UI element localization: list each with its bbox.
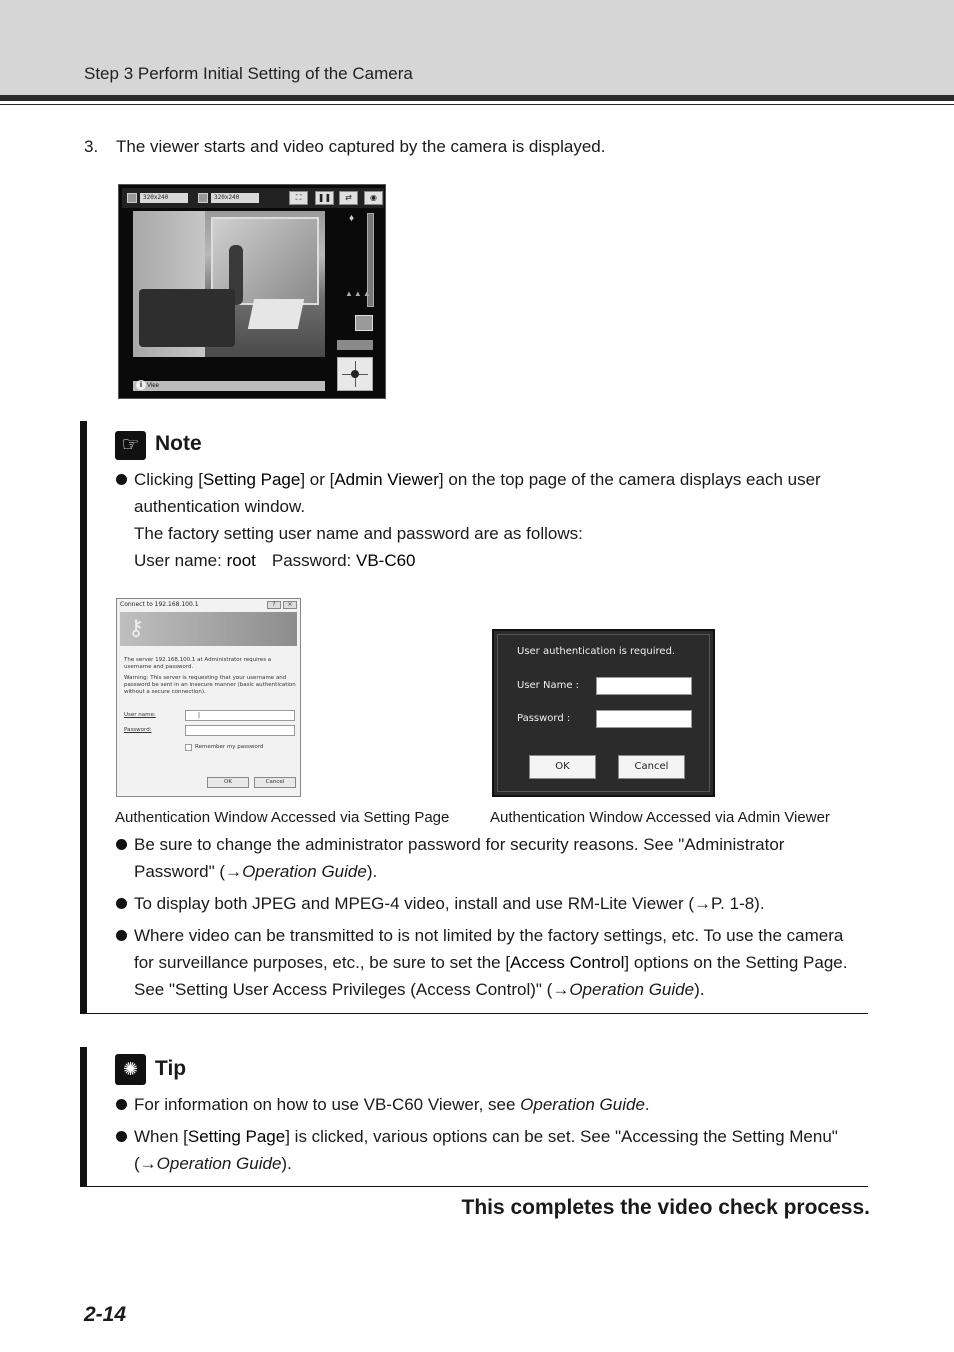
note-bullet-4 — [116, 922, 866, 1003]
auth1-user-field[interactable]: | — [185, 710, 295, 721]
operation-guide-ref: Operation Guide — [156, 1154, 282, 1173]
note-bullet-1 — [116, 466, 866, 520]
viewer-toolbar — [122, 188, 384, 208]
tip-side-bar — [80, 1047, 87, 1186]
bullet-dot-icon — [116, 839, 127, 850]
auth1-banner — [120, 612, 297, 646]
snapshot-icon[interactable] — [355, 315, 373, 331]
auth2-password-field[interactable] — [596, 710, 692, 728]
password-label: Password: — [271, 551, 356, 570]
lightbulb-icon: ✺ — [115, 1054, 146, 1085]
text: ] is clicked, various options can be set. See "Accessing the Setting Menu" ( — [134, 1127, 838, 1173]
credentials-line — [134, 547, 416, 574]
user-label: User name: — [134, 551, 227, 570]
note-bottom-rule — [80, 1013, 868, 1014]
text: ). — [694, 980, 705, 999]
auth2-password-label: Password : — [517, 713, 571, 724]
access-control-term: Access Control — [510, 953, 625, 972]
step-line — [84, 137, 605, 157]
video-sofa — [139, 289, 235, 347]
operation-guide-ref: Operation Guide — [242, 862, 367, 881]
size-select-b[interactable]: 320x240 — [211, 193, 259, 203]
note-bullet-2 — [116, 831, 866, 885]
text: ] options on the Setting Page. See "Setting User Access Privileges (Access Control)" ( — [134, 953, 848, 999]
admin-viewer-term: Admin Viewer — [334, 470, 439, 489]
viewer-status-bar: Viee — [133, 381, 325, 391]
password-value: VB-C60 — [355, 551, 416, 570]
text: To display both JPEG and MPEG-4 video, install and use RM-Lite Viewer ( — [134, 894, 695, 913]
quality-icon — [198, 193, 208, 203]
auth-window-admin-viewer — [492, 629, 715, 797]
pan-tilt-pad[interactable] — [337, 357, 373, 391]
auth2-user-field[interactable] — [596, 677, 692, 695]
header-rule-thick — [0, 95, 954, 101]
text: ). — [281, 1154, 292, 1173]
viewer-screenshot — [118, 184, 386, 399]
conclusion-heading: This completes the video check process. — [461, 1196, 870, 1219]
video-frame — [133, 211, 325, 357]
caption-setting-page: Authentication Window Accessed via Setting Page — [115, 809, 450, 826]
text: Where video can be transmitted to is not limited by the factory settings, etc. To use the camera for surveillance purposes, etc., be sure to set the [ — [134, 926, 844, 972]
keys-icon: ⚷ — [128, 616, 145, 641]
text: When [ — [134, 1127, 188, 1146]
remember-label: Remember my password — [195, 744, 264, 750]
preset-bar[interactable] — [337, 340, 373, 350]
auth2-ok-button[interactable]: OK — [529, 755, 596, 779]
tip-title: Tip — [155, 1057, 187, 1080]
tip-bullet-2 — [116, 1123, 866, 1177]
zoom-scale-icon: ▲▲▲ — [345, 289, 372, 298]
text: Clicking [ — [134, 470, 203, 489]
factory-setting-line: The factory setting user name and password are as follows: — [134, 524, 583, 543]
arrow-icon: → — [225, 862, 243, 881]
setting-page-term: Setting Page — [187, 1127, 286, 1146]
auth1-cancel-button[interactable]: Cancel — [254, 777, 296, 788]
help-icon[interactable]: ? — [267, 601, 281, 609]
zoom-icon: ♦ — [349, 213, 355, 224]
auth2-user-label: User Name : — [517, 680, 580, 691]
bullet-dot-icon — [116, 898, 127, 909]
auth1-password-label: Password: — [124, 727, 152, 733]
setting-page-term: Setting Page — [202, 470, 301, 489]
bullet-dot-icon — [116, 930, 127, 941]
text: Be sure to change the administrator password for security reasons. See "Administrator Password" ( — [134, 835, 785, 881]
arrow-icon: → — [139, 1154, 157, 1173]
bullet-dot-icon — [116, 1131, 127, 1142]
pause-icon[interactable]: ❚❚ — [315, 191, 334, 205]
close-icon[interactable]: × — [283, 601, 297, 609]
tip-bullet-1 — [116, 1091, 866, 1118]
swap-icon[interactable]: ⇄ — [339, 191, 358, 205]
auth-window-setting-page — [116, 598, 301, 797]
bullet-dot-icon — [116, 1099, 127, 1110]
auth1-ok-button[interactable]: OK — [207, 777, 249, 788]
auth1-title: Connect to 192.168.100.1 — [120, 601, 199, 608]
step-text: The viewer starts and video captured by the camera is displayed. — [116, 137, 606, 156]
auth1-server-text: The server 192.168.100.1 at Administrator requires a username and password. — [124, 657, 272, 670]
text: . — [644, 1095, 650, 1114]
user-value: root — [226, 551, 256, 570]
size-icon — [127, 193, 137, 203]
note-title: Note — [155, 432, 202, 455]
text: P. 1-8). — [711, 894, 765, 913]
text: For information on how to use VB-C60 Viewer, see — [134, 1095, 521, 1114]
video-table — [248, 299, 304, 329]
auth2-cancel-button[interactable]: Cancel — [618, 755, 685, 779]
auth1-password-field[interactable] — [185, 725, 295, 736]
tip-bottom-rule — [80, 1186, 868, 1187]
auth1-user-label: User name: — [124, 712, 156, 718]
caption-admin-viewer: Authentication Window Accessed via Admin Viewer — [490, 809, 830, 826]
operation-guide-ref: Operation Guide — [520, 1095, 645, 1114]
text: ] or [ — [300, 470, 335, 489]
note-bullet-3 — [116, 890, 866, 917]
remember-checkbox[interactable] — [185, 744, 192, 751]
text: ] on the top page of the camera displays each user authentication window. — [134, 470, 821, 516]
info-icon[interactable]: i — [136, 380, 146, 390]
fullscreen-icon[interactable]: ⛶ — [289, 191, 308, 205]
camera-control-icon[interactable]: ◉ — [364, 191, 383, 205]
step-number: 3. — [84, 137, 99, 156]
pad-center-dot — [351, 370, 359, 378]
header-rule-thin — [0, 104, 954, 105]
hand-pointing-icon: ☞ — [115, 431, 146, 460]
page-header-title: Step 3 Perform Initial Setting of the Camera — [84, 64, 413, 83]
size-select-a[interactable]: 320x240 — [140, 193, 188, 203]
arrow-icon: → — [694, 894, 712, 913]
auth2-heading: User authentication is required. — [517, 646, 676, 657]
page-number: 2-14 — [84, 1303, 127, 1326]
auth1-warning-text: Warning: This server is requesting that your username and password be sent in an insecure manner (basic authentication without a secure connection). — [124, 675, 296, 695]
note-side-bar — [80, 421, 87, 1014]
arrow-icon: → — [552, 980, 570, 999]
operation-guide-ref: Operation Guide — [569, 980, 695, 999]
bullet-dot-icon — [116, 474, 127, 485]
text: ). — [366, 862, 378, 881]
